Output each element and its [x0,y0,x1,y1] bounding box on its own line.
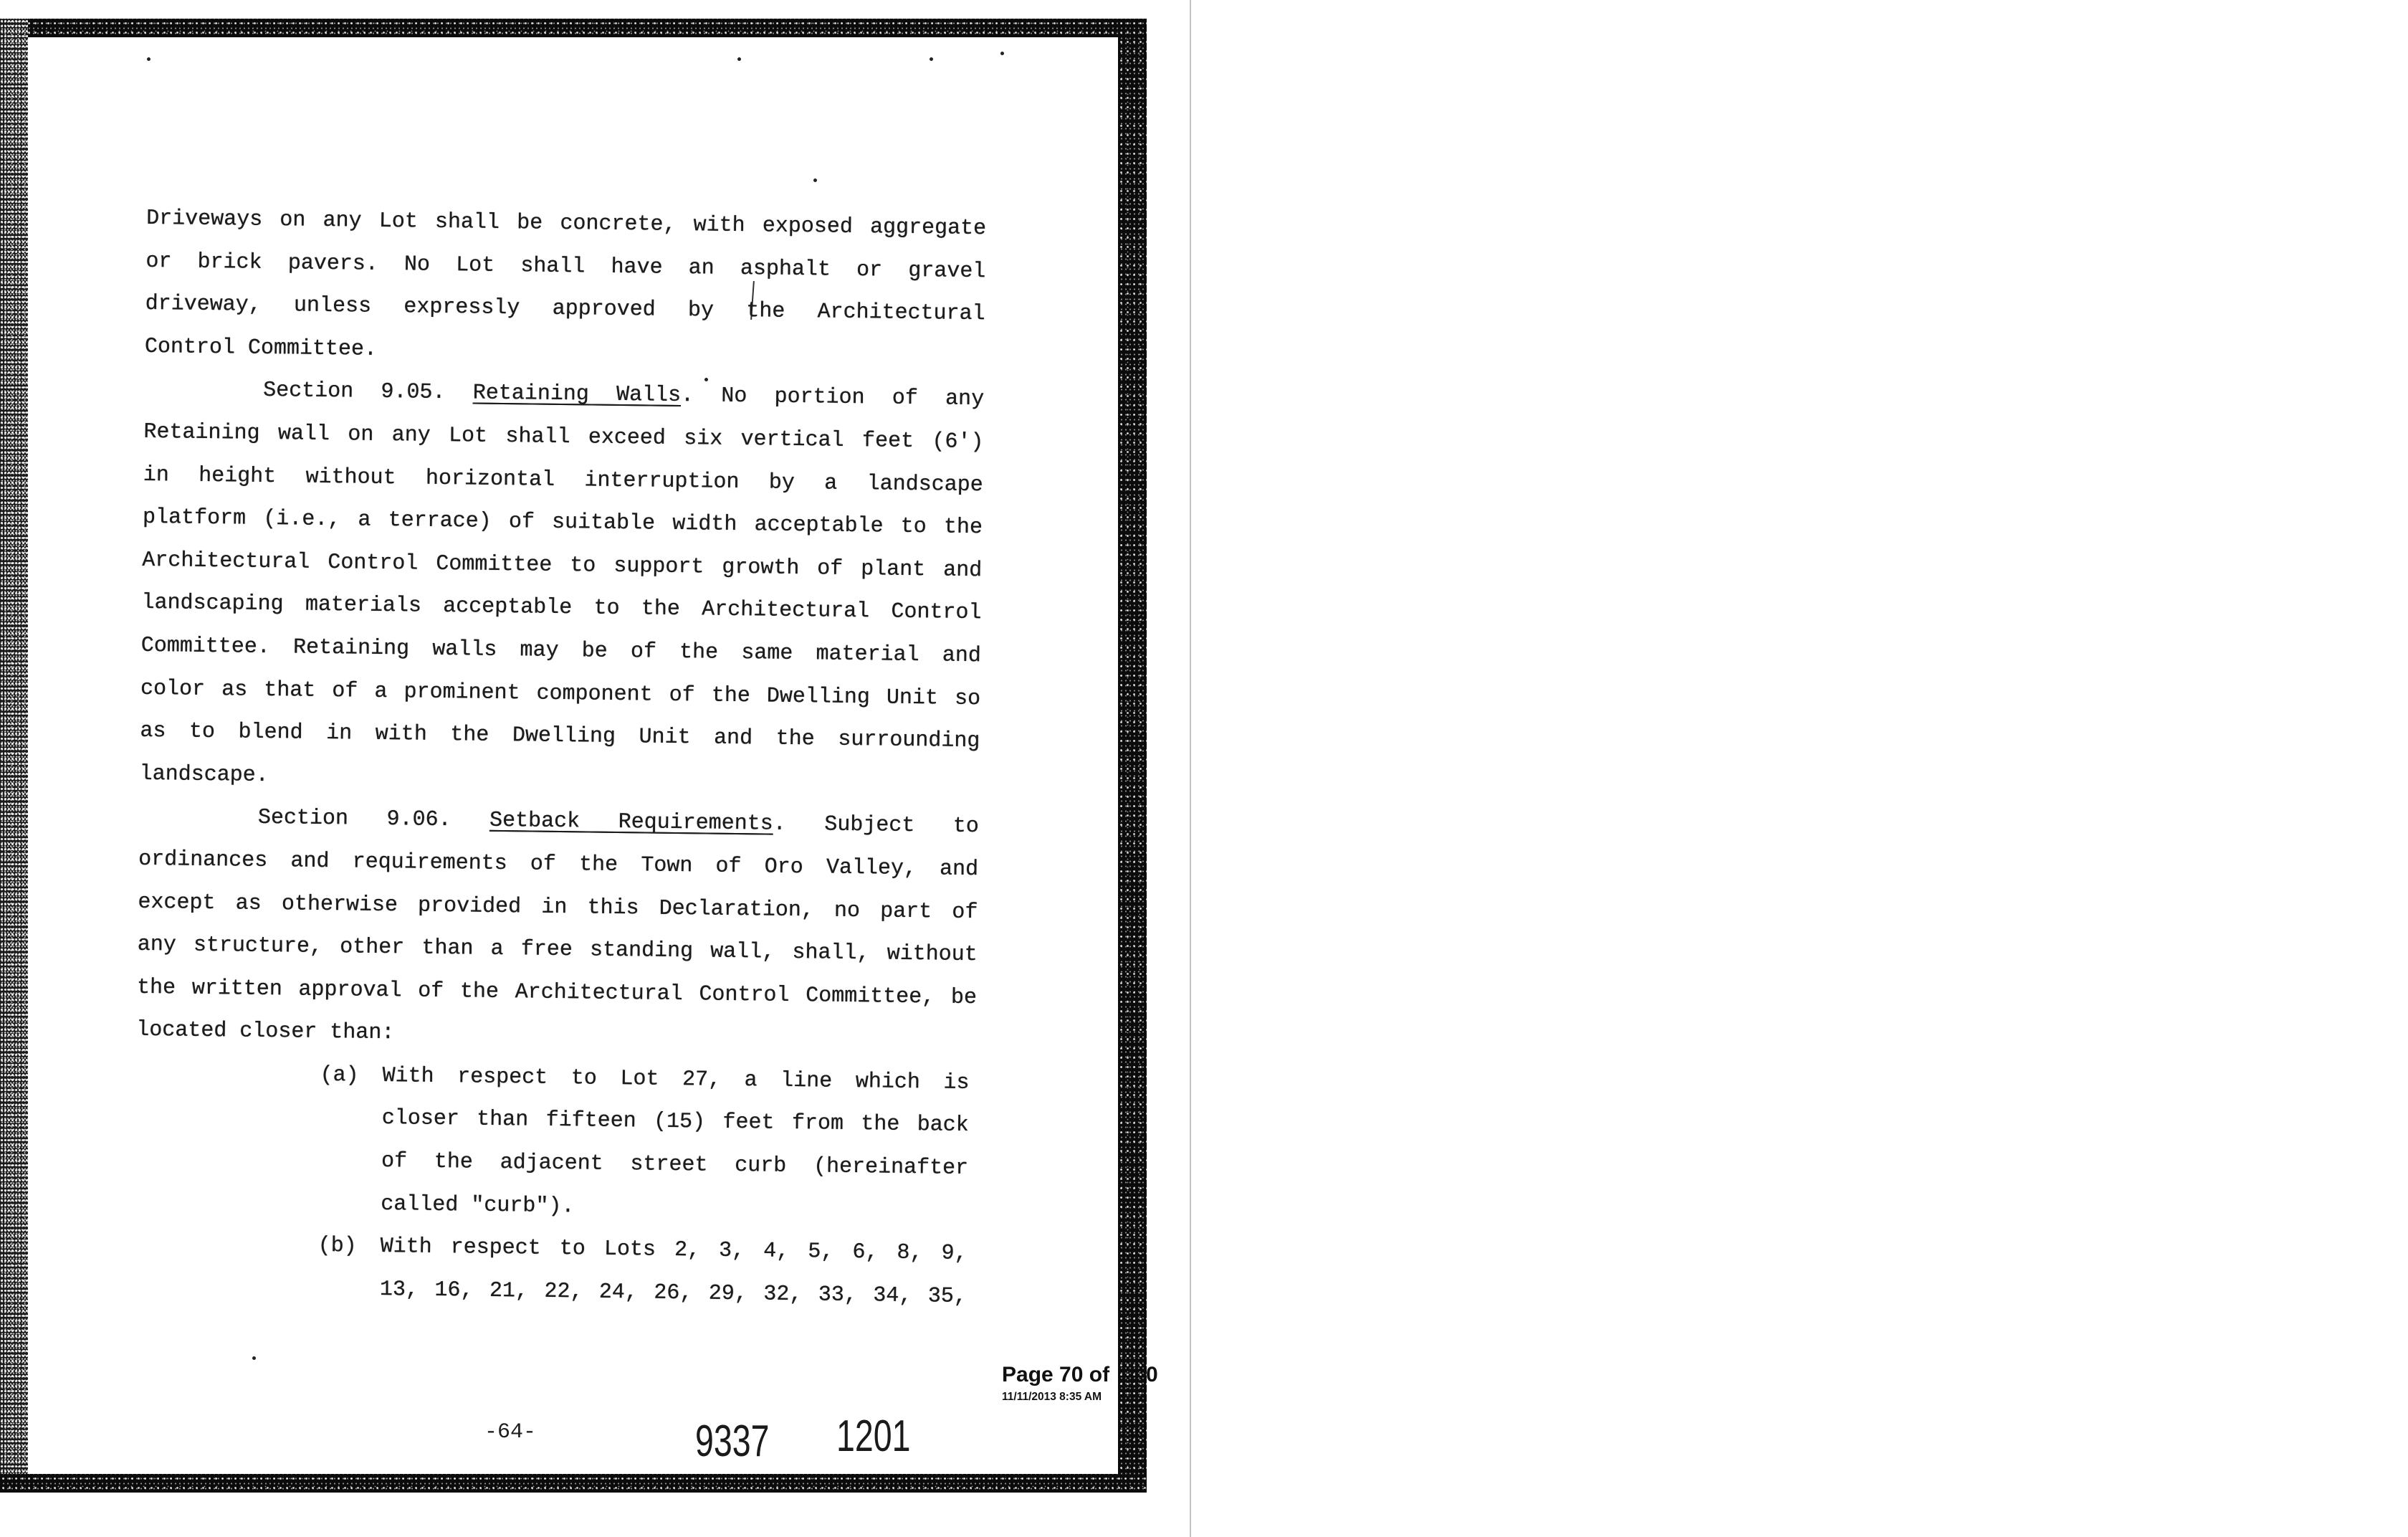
subsection-text: closer than fifteen (15) feet from the back [381,1106,969,1138]
scan-border-right [1118,19,1147,1493]
body-line: color as that of a prominent component of the Dwelling Unit so [140,676,981,711]
subsection-b-line [317,1226,968,1276]
body-line: Retaining wall on any Lot shall exceed six vertical feet (6') [143,419,984,455]
subsection-a-line [381,1184,968,1234]
subsection-b-line [380,1269,968,1319]
scan-border-left [0,19,28,1493]
section-number: Section 9.06. [257,806,452,833]
body-line: the written approval of the Architectural Control Committee, be [136,975,978,1010]
body-line: platform (i.e., a terrace) of suitable width acceptable to the [142,505,983,541]
body-line: except as otherwise provided in this Declaration, no part of [138,890,978,925]
body-line: Control Committee. [144,334,378,362]
section-title: Setback Requirements [489,809,773,837]
section-number: Section 9.05. [263,379,446,406]
scan-border-top [0,19,1147,37]
subsection-text: With respect to Lots 2, 3, 4, 5, 6, 8, 9, [380,1234,968,1267]
subsection-label: (a) [320,1062,359,1088]
subsection-text: 13, 16, 21, 22, 24, 26, 29, 32, 33, 34, 35, [379,1277,968,1309]
body-line: any structure, other than a free standing wall, shall, without [137,932,978,968]
recording-page-number: 1201 [836,1412,911,1461]
body-line: or brick pavers. No Lot shall have an asphalt or gravel [145,249,986,284]
body-line: landscaping materials acceptable to the Architectural Control [141,591,982,626]
section-heading-rest: . No portion of any [680,384,985,412]
scan-speck [813,179,817,182]
body-line: Driveways on any Lot shall be concrete, with exposed aggregate [145,206,987,242]
body-line: landscape. [139,761,269,788]
subsection-label: (b) [317,1234,357,1259]
scan-speck [252,1356,256,1360]
recorder-page-stamp-overflow: 0 [1146,1363,1158,1386]
subsection-text: With respect to Lot 27, a line which is [382,1063,970,1095]
recorder-page-stamp: Page 70 of [1002,1363,1110,1386]
subsection-a-line [381,1141,969,1191]
scan-border-bottom [0,1474,1147,1493]
section-title: Retaining Walls [472,381,682,409]
body-line: ordinances and requirements of the Town of Oro Valley, and [138,847,979,882]
scan-speck [1000,52,1004,55]
body-line: Architectural Control Committee to support growth of plant and [142,548,983,583]
scan-speck [147,57,150,61]
viewer-divider [1190,0,1191,1537]
subsection-text: called "curb"). [381,1191,575,1219]
body-line: located closer than: [136,1018,395,1046]
subsection-a-line [320,1055,970,1105]
subsection-a-line [381,1098,969,1148]
recorder-timestamp: 11/11/2013 8:35 AM [1002,1391,1102,1403]
body-line: Committee. Retaining walls may be of the same material and [140,633,981,669]
body-line: driveway, unless expressly approved by the Architectural [145,292,985,327]
body-line: in height without horizontal interruption by a landscape [143,462,983,498]
subsection-text: of the adjacent street curb (hereinafter [381,1149,969,1181]
body-line: as to blend in with the Dwelling Unit and the surrounding [140,718,980,754]
section-heading-rest: . Subject to [773,812,980,839]
scan-speck [737,57,741,61]
scan-speck [930,57,933,61]
document-body [133,198,987,1319]
recording-docket-number: 9337 [695,1417,770,1466]
page-number: -64- [484,1420,537,1445]
